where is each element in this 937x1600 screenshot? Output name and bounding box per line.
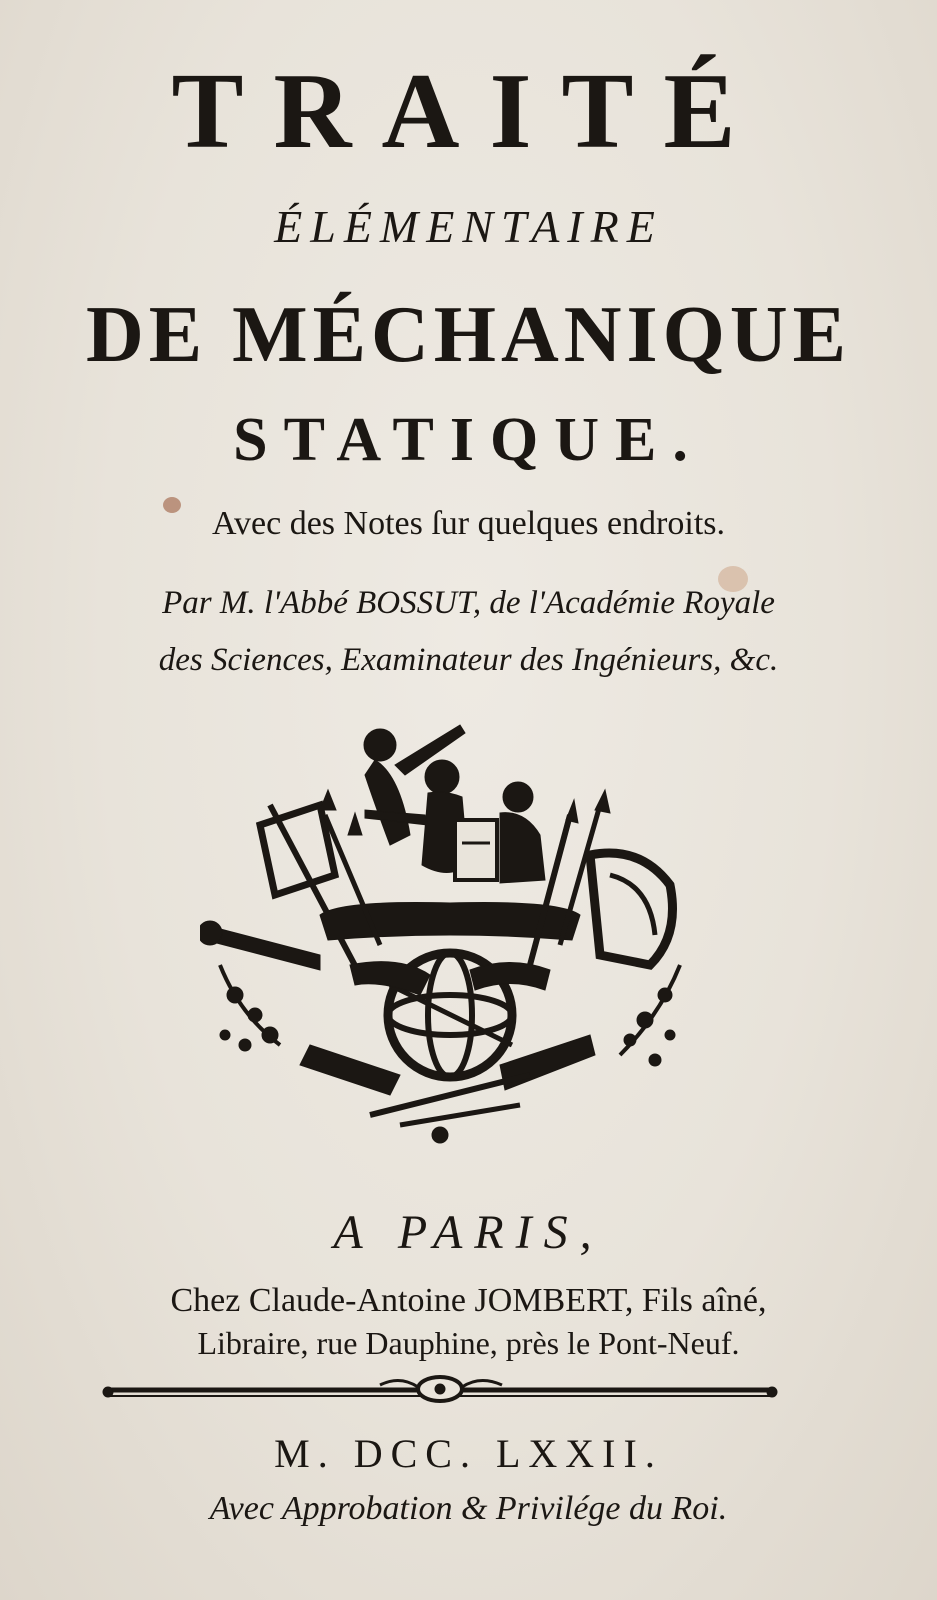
publisher-line-2: Libraire, rue Dauphine, près le Pont-Neuf. [197, 1325, 740, 1361]
author-line-1: Par M. l'Abbé BOSSUT, de l'Académie Royale [162, 585, 775, 621]
subtitle-elementaire: ÉLÉMENTAIRE [274, 201, 663, 252]
imprint-city: A PARIS, [333, 1206, 604, 1259]
approbation-line: Avec Approbation & Privilége du Roi. [209, 1490, 728, 1527]
notes-line: Avec des Notes ſur quelques endroits. [211, 505, 726, 542]
subtitle-mechanique: DE MÉCHANIQUE [85, 291, 852, 379]
book-title: TRAITÉ [171, 52, 766, 171]
publication-year: M. DCC. LXXII. [274, 1431, 663, 1476]
subtitle-statique: STATIQUE. [233, 406, 704, 474]
ornamental-rule-icon [100, 1375, 780, 1405]
publisher-line-1: Chez Claude-Antoine JOMBERT, Fils aîné, [170, 1282, 767, 1319]
author-line-2: des Sciences, Examinateur des Ingénieurs, &c. [158, 642, 779, 678]
allegorical-vignette-icon [200, 715, 700, 1155]
